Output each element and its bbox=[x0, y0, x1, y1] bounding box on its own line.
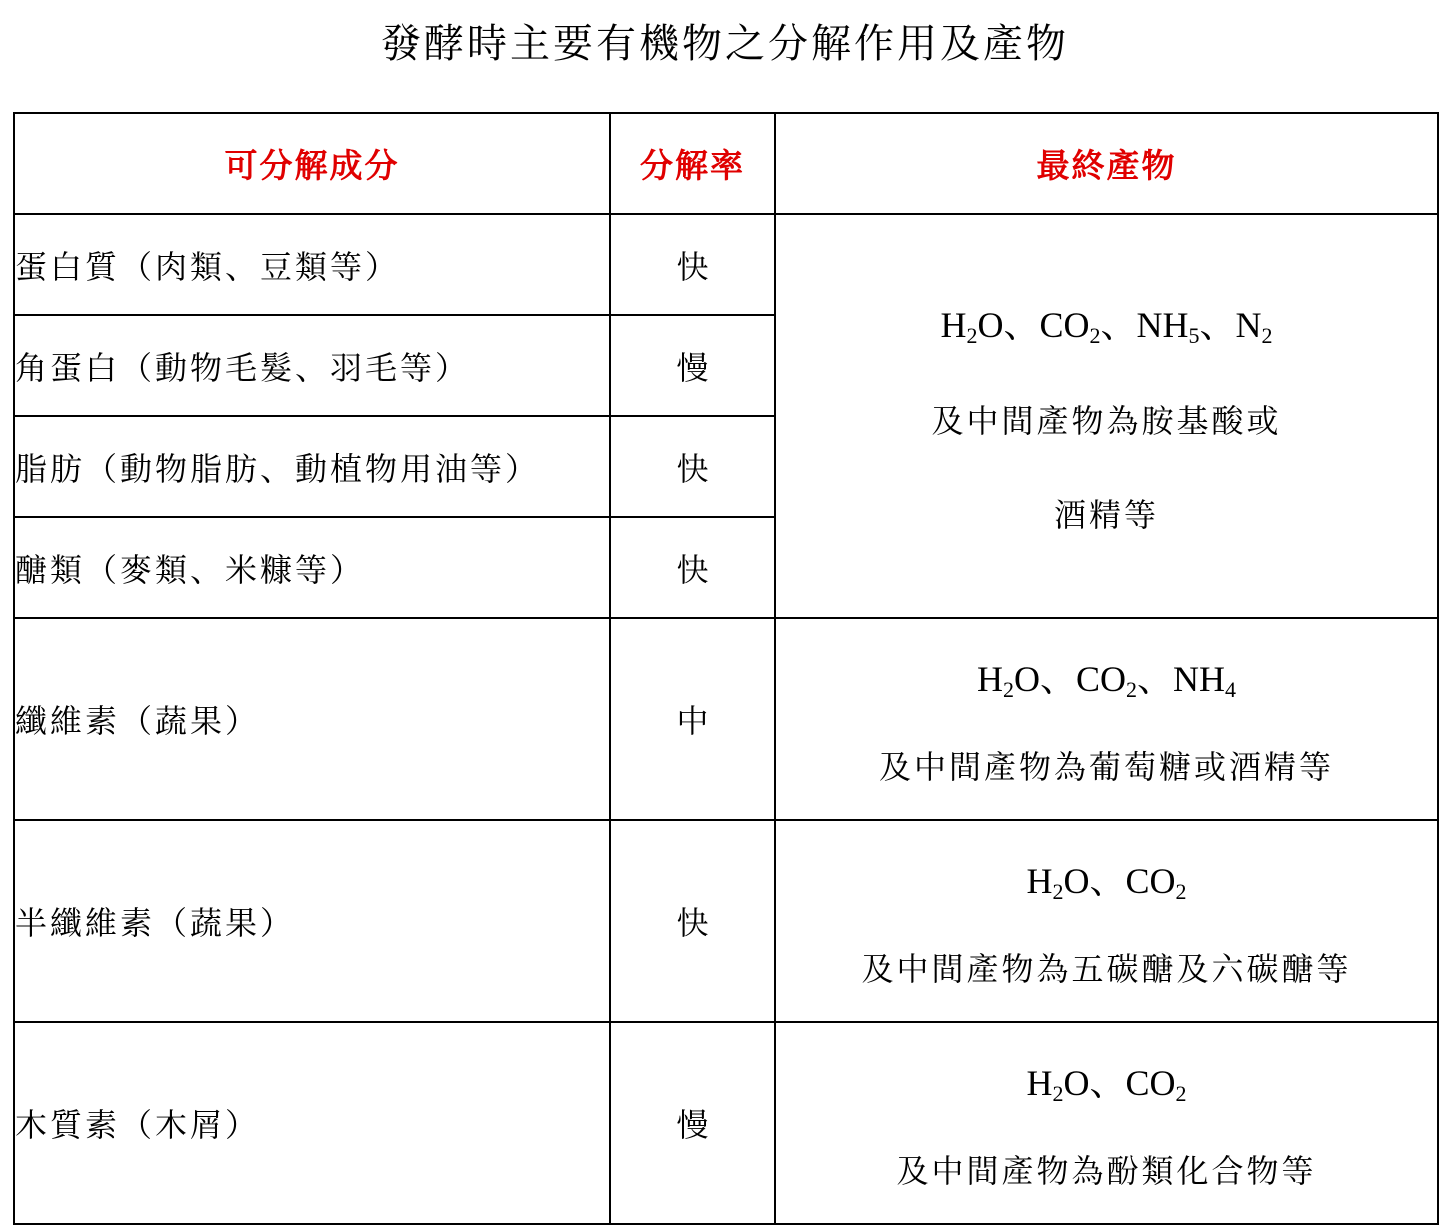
header-component: 可分解成分 bbox=[14, 113, 610, 214]
product-description-cont: 酒精等 bbox=[1053, 495, 1159, 534]
product-description: 及中間產物為胺基酸或 bbox=[931, 401, 1282, 440]
product-formula: $H_2O$、$CO_2$、$NH_4$ bbox=[976, 658, 1236, 702]
rate-cell: 快 bbox=[610, 820, 775, 1022]
rate-cell: 慢 bbox=[610, 1022, 775, 1224]
rate-cell: 快 bbox=[610, 517, 775, 618]
table-row bbox=[14, 820, 1438, 1022]
product-formula: $H_2O$、$CO_2$ bbox=[1026, 860, 1187, 904]
component-cell: 木質素（木屑） bbox=[14, 1022, 610, 1224]
component-cell: 半纖維素（蔬果） bbox=[14, 820, 610, 1022]
component-cell: 角蛋白（動物毛髮、羽毛等） bbox=[14, 315, 610, 416]
rate-cell: 慢 bbox=[610, 315, 775, 416]
header-rate: 分解率 bbox=[610, 113, 775, 214]
rate-cell: 快 bbox=[610, 416, 775, 517]
rate-cell: 快 bbox=[610, 214, 775, 315]
rate-cell: 中 bbox=[610, 618, 775, 820]
page-title: 發酵時主要有機物之分解作用及產物 bbox=[381, 21, 1069, 67]
table-row bbox=[14, 618, 1438, 820]
table-row bbox=[14, 1022, 1438, 1224]
product-description: 及中間產物為五碳醣及六碳醣等 bbox=[861, 949, 1352, 988]
product-description: 及中間產物為酚類化合物等 bbox=[896, 1151, 1317, 1190]
component-cell: 蛋白質（肉類、豆類等） bbox=[14, 214, 610, 315]
component-cell: 醣類（麥類、米糠等） bbox=[14, 517, 610, 618]
product-description: 及中間產物為葡萄糖或酒精等 bbox=[878, 747, 1334, 786]
decomposition-table bbox=[13, 112, 1439, 1225]
product-formula: $H_2O$、$CO_2$、$NH_5$、$N_2$ bbox=[940, 304, 1273, 348]
product-cell bbox=[775, 214, 1438, 618]
product-cell bbox=[775, 1022, 1438, 1224]
header-row bbox=[14, 113, 1438, 214]
table-row bbox=[14, 214, 1438, 315]
component-cell: 脂肪（動物脂肪、動植物用油等） bbox=[14, 416, 610, 517]
product-cell bbox=[775, 618, 1438, 820]
product-formula: $H_2O$、$CO_2$ bbox=[1026, 1062, 1187, 1106]
component-cell: 纖維素（蔬果） bbox=[14, 618, 610, 820]
product-cell bbox=[775, 820, 1438, 1022]
header-product: 最終產物 bbox=[775, 113, 1438, 214]
